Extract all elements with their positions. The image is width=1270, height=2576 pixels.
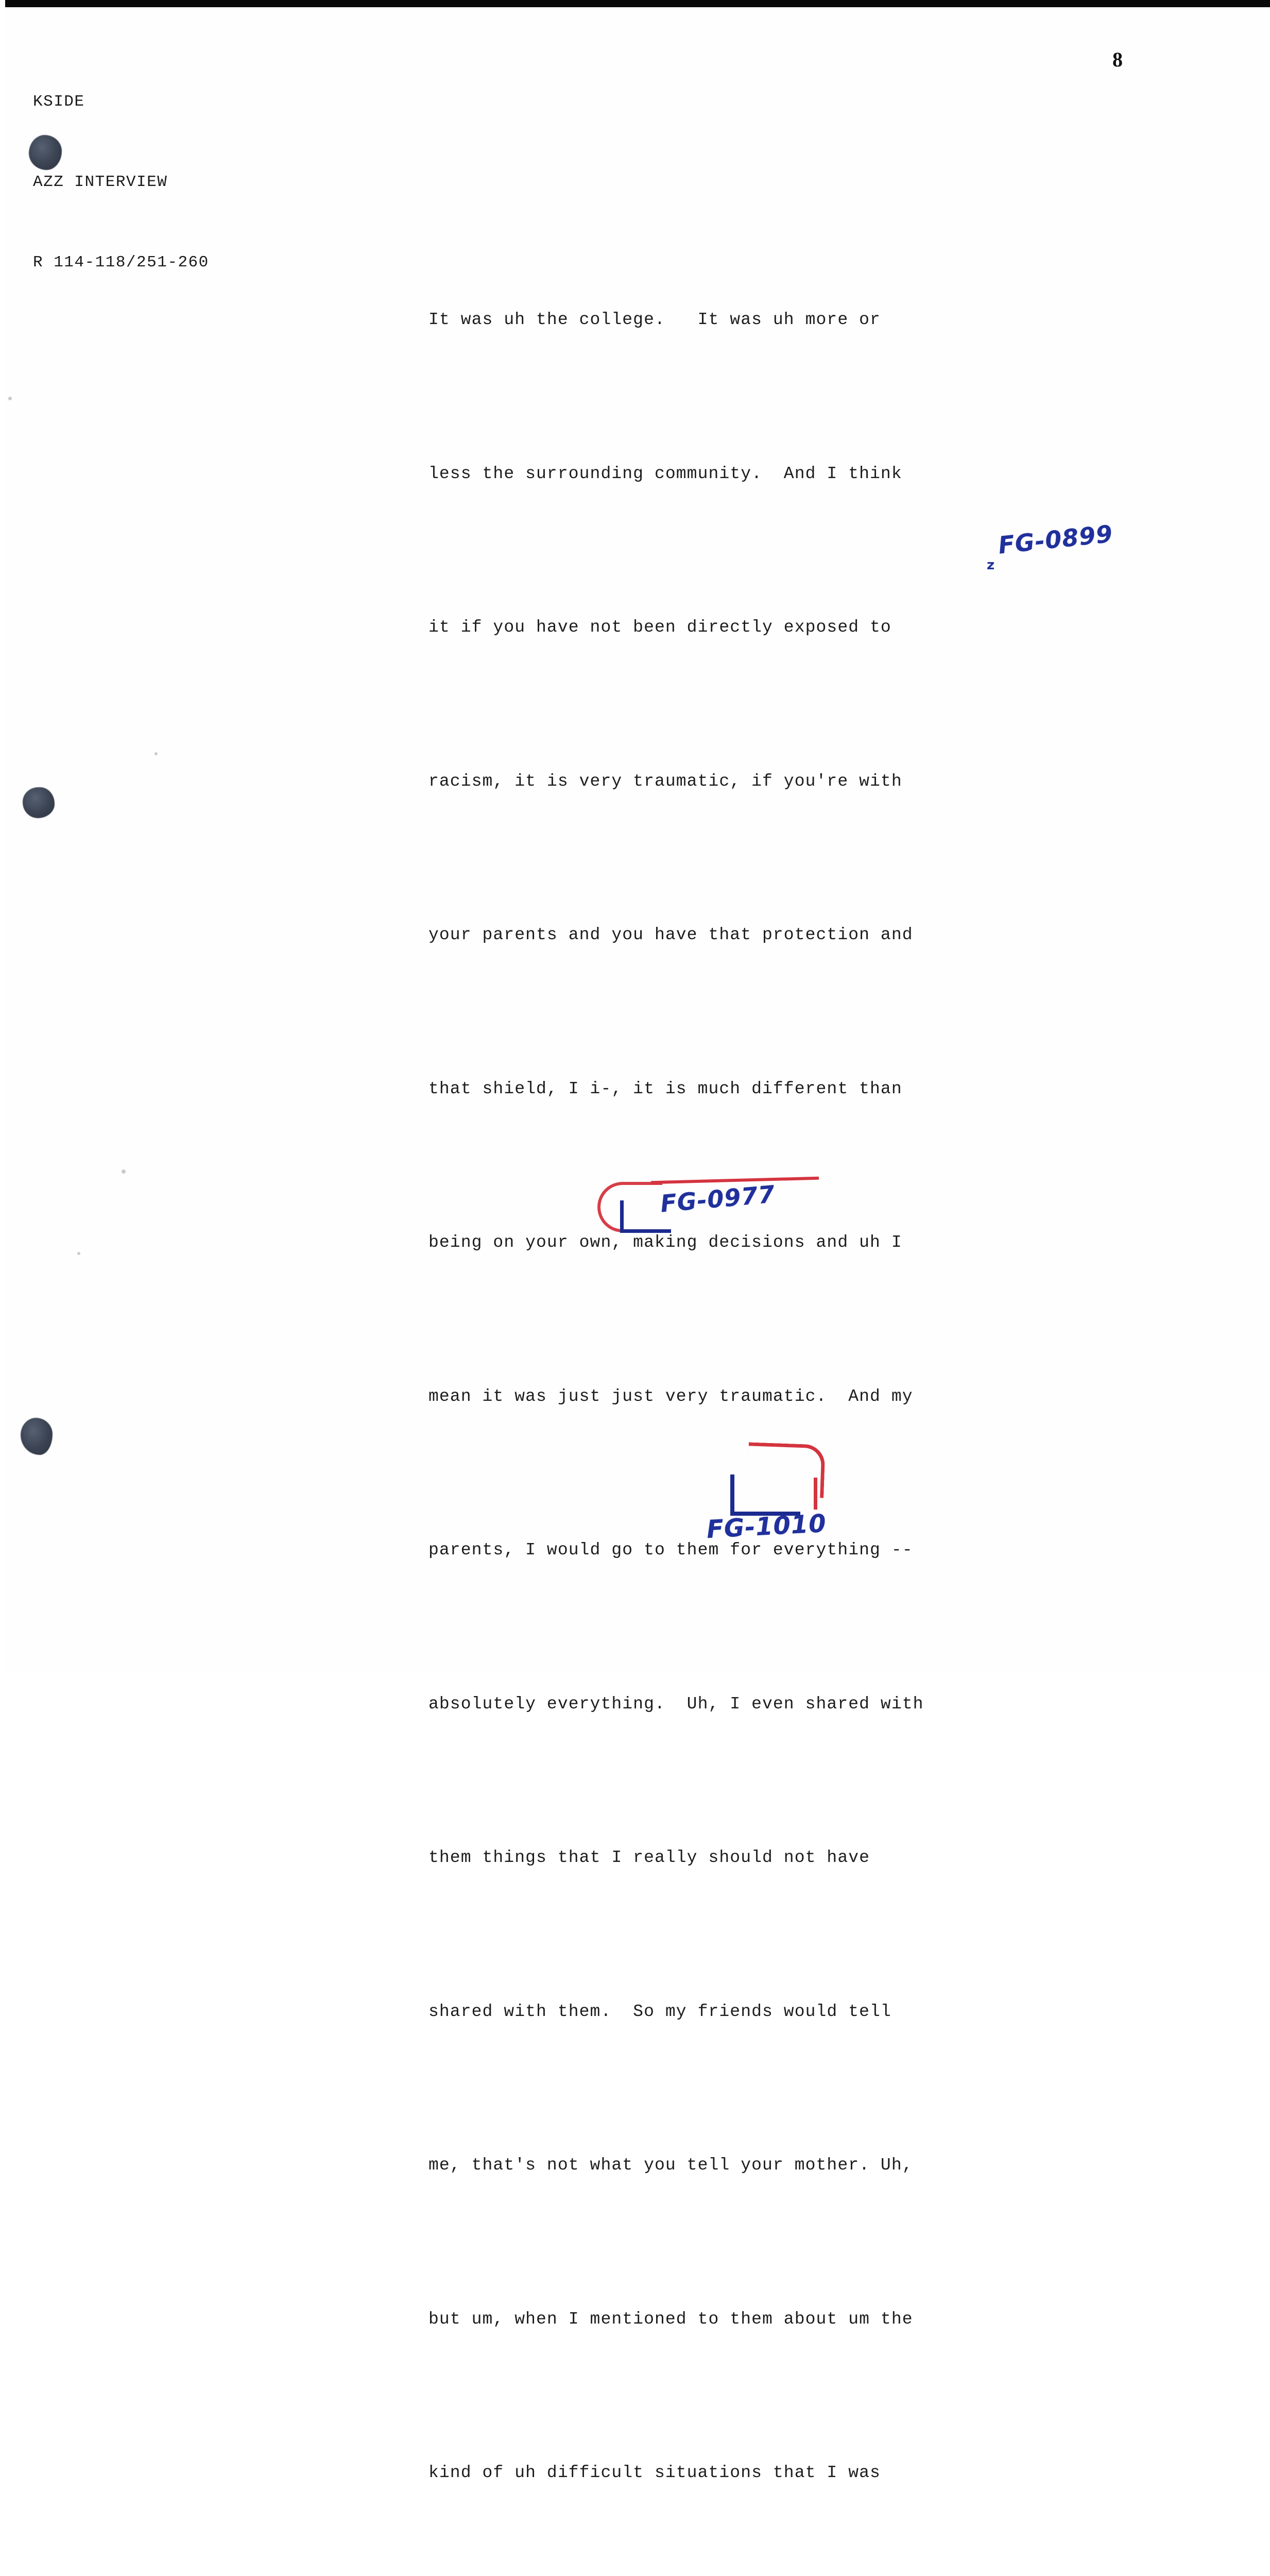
transcript-line: racism, it is very traumatic, if you're with	[428, 771, 902, 791]
header-line-1: KSIDE	[33, 93, 85, 111]
transcript-line: shared with them. So my friends would tell	[428, 2002, 891, 2021]
transcript-line: kind of uh difficult situations that I was	[428, 2463, 881, 2482]
binder-hole-mark-2	[23, 787, 55, 818]
transcript-line: less the surrounding community. And I think	[428, 464, 902, 483]
handwritten-bates-annotation-1: FG-0899	[997, 519, 1114, 560]
transcript-line: it if you have not been directly exposed to	[428, 618, 891, 637]
scan-edge-left	[0, 0, 5, 1673]
transcript-line: mean it was just just very traumatic. And my	[428, 1386, 913, 1406]
binder-hole-mark-3	[21, 1418, 53, 1455]
scan-speck	[122, 1170, 126, 1174]
document-header	[33, 35, 209, 330]
handwritten-bates-annotation-2: FG-0977	[659, 1180, 777, 1218]
scan-speck	[77, 1252, 80, 1255]
transcript-line: parents, I would go to them for everything --	[428, 1540, 913, 1560]
transcript-line: but um, when I mentioned to them about um the	[428, 2309, 913, 2329]
transcript-line: me, that's not what you tell your mother. Uh,	[428, 2156, 913, 2175]
scan-speck	[155, 752, 158, 755]
handwritten-caret-mark: z	[987, 557, 995, 573]
handwritten-bates-annotation-3: FG-1010	[706, 1509, 828, 1545]
scan-speck	[8, 397, 12, 400]
editorial-red-stroke-mark	[814, 1478, 817, 1510]
transcript-line: your parents and you have that protection and	[428, 925, 913, 944]
binder-hole-mark-1	[29, 135, 62, 170]
scan-edge-top	[0, 0, 1270, 7]
transcript-line: absolutely everything. Uh, I even shared with	[428, 1694, 924, 1714]
editorial-blue-bracket-2	[730, 1475, 800, 1516]
transcript-line: It was uh the college. It was uh more or	[428, 310, 881, 329]
page-number: 8	[1112, 48, 1123, 71]
transcript-line: that shield, I i-, it is much different than	[428, 1079, 902, 1098]
header-line-3: R 114-118/251-260	[33, 253, 209, 272]
header-line-2: AZZ INTERVIEW	[33, 173, 168, 191]
transcript-line: being on your own, making decisions and uh I	[428, 1233, 902, 1252]
transcript-line: them things that I really should not have	[428, 1848, 870, 1867]
